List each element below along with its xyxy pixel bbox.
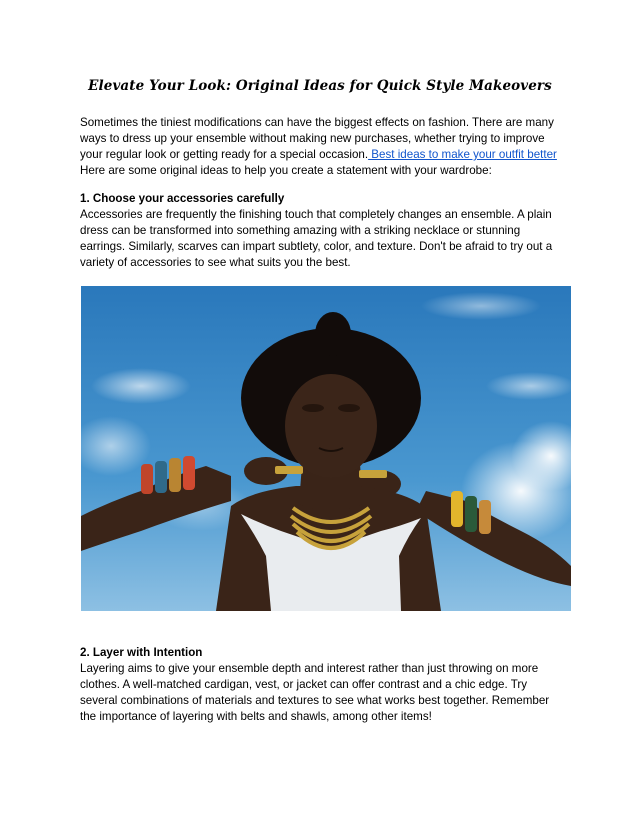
photo-illustration (81, 286, 571, 611)
best-ideas-link[interactable]: Best ideas to make your outfit better (368, 148, 557, 161)
intro-text-2: Here are some original ideas to help you create a statement with your wardrobe: (80, 164, 492, 177)
section-accessories (80, 191, 564, 271)
woman-sky-photo (81, 286, 571, 611)
intro-text: Sometimes the tiniest modifications can have the biggest effects on fashion. There are many ways to dress up your ensemble without making new purchases, whether trying to improve your regular look or getting ready for a special occasion. (80, 116, 554, 161)
intro-paragraph (80, 115, 564, 179)
section-heading: 2. Layer with Intention (80, 646, 203, 659)
page-title: Elevate Your Look: Original Ideas for Quick Style Makeovers (88, 78, 552, 94)
section-layering (80, 645, 564, 725)
section-body: Layering aims to give your ensemble depth and interest rather than just throwing on more clothes. A well-matched cardigan, vest, or jacket can offer contrast and a chic edge. Try several combinations of materials and textures to see what works best together. Remember the importance of layering with belts and shawls, among other items! (80, 662, 550, 723)
section-heading: 1. Choose your accessories carefully (80, 192, 285, 205)
section-body: Accessories are frequently the finishing touch that completely changes an ensemble. A plain dress can be transformed into something amazing with a striking necklace or stunning earrings. Similarly, scarves can impart subtlety, color, and texture. Don't be afraid to try out a variety of accessories to see what suits you the best. (80, 208, 553, 269)
